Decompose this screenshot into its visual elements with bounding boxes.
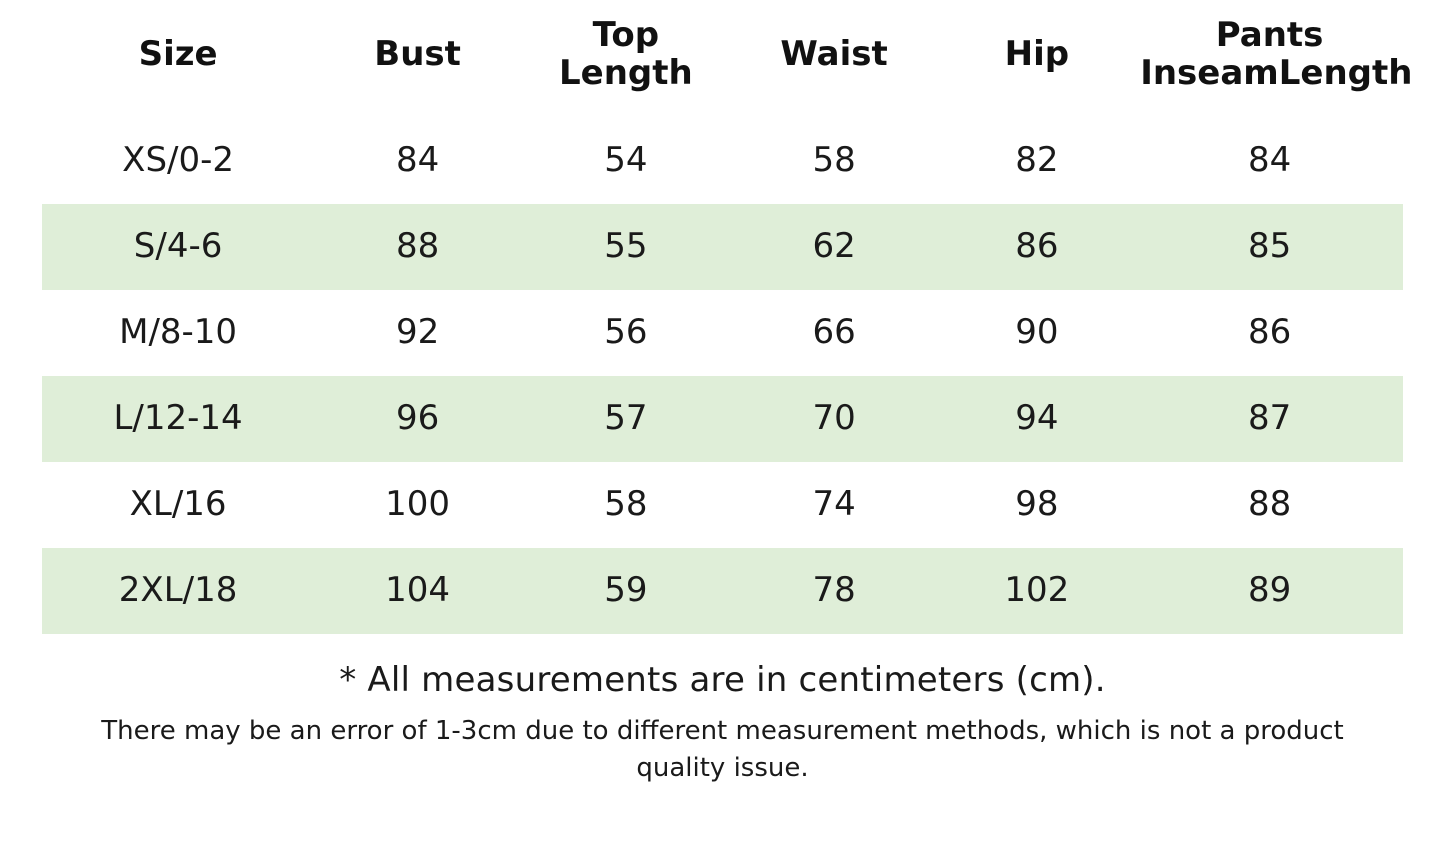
header-line: Hip	[1004, 34, 1070, 75]
measurement-tolerance-note: There may be an error of 1-3cm due to different measurement methods, which is not a product quality issue.	[101, 715, 1344, 783]
column-header-hip	[938, 0, 1137, 118]
cell-hip: 82	[1015, 140, 1059, 181]
cell-pants-inseam-length: 87	[1136, 376, 1403, 462]
header-line: Top	[592, 15, 660, 55]
cell-hip: 102	[938, 548, 1137, 634]
cell-pants-inseam-length: 88	[1247, 484, 1292, 525]
cell-waist: 58	[812, 140, 856, 181]
column-header-waist	[731, 0, 938, 118]
header-row	[42, 0, 1403, 118]
cell-pants-inseam-length: 84	[1247, 140, 1292, 181]
cell-top-length: 57	[521, 376, 731, 462]
table-header	[42, 0, 1413, 118]
cell-bust: 104	[314, 548, 521, 634]
cell-top-length: 56	[604, 312, 648, 353]
column-header-top-length	[521, 0, 731, 118]
cell-top-length: 55	[521, 204, 731, 290]
header-line: Waist	[780, 34, 888, 75]
header-line: InseamLength	[1140, 53, 1413, 94]
cell-hip: 94	[938, 376, 1137, 462]
cell-bust: 96	[314, 376, 521, 462]
header-line: Length	[558, 53, 693, 94]
cell-size: XS/0-2	[122, 140, 235, 181]
cell-top-length: 59	[521, 548, 731, 634]
cell-top-length: 54	[604, 140, 648, 181]
cell-size: S/4-6	[42, 204, 314, 290]
cell-pants-inseam-length: 85	[1136, 204, 1403, 290]
table-body	[42, 118, 1403, 634]
header-line: Bust	[374, 34, 461, 75]
size-chart-table	[42, 0, 1413, 634]
table-row	[42, 290, 1403, 376]
cell-bust: 84	[395, 140, 440, 181]
cell-pants-inseam-length: 89	[1136, 548, 1403, 634]
cell-hip: 90	[1015, 312, 1059, 353]
notes-section	[42, 660, 1403, 787]
cell-size: L/12-14	[42, 376, 314, 462]
table-row	[42, 204, 1403, 290]
column-header-pants-inseam-length	[1136, 0, 1413, 118]
table-row	[42, 462, 1403, 548]
column-header-bust	[314, 0, 521, 118]
cell-pants-inseam-length: 86	[1247, 312, 1292, 353]
table-row	[42, 548, 1403, 634]
cell-top-length: 58	[604, 484, 648, 525]
table-row	[42, 376, 1403, 462]
cell-waist: 78	[731, 548, 938, 634]
cell-bust: 92	[395, 312, 440, 353]
cell-waist: 66	[812, 312, 856, 353]
cell-hip: 86	[938, 204, 1137, 290]
column-header-size	[42, 0, 314, 118]
measurement-unit-note: * All measurements are in centimeters (cm).	[339, 660, 1106, 701]
header-line: Pants	[1215, 15, 1324, 55]
cell-bust: 88	[314, 204, 521, 290]
cell-hip: 98	[1015, 484, 1059, 525]
table-row	[42, 118, 1403, 204]
cell-waist: 70	[731, 376, 938, 462]
cell-waist: 74	[812, 484, 856, 525]
cell-waist: 62	[731, 204, 938, 290]
cell-size: XL/16	[129, 484, 227, 525]
cell-size: 2XL/18	[42, 548, 314, 634]
cell-size: M/8-10	[119, 312, 238, 353]
header-line: Size	[138, 34, 218, 75]
cell-bust: 100	[385, 484, 451, 525]
